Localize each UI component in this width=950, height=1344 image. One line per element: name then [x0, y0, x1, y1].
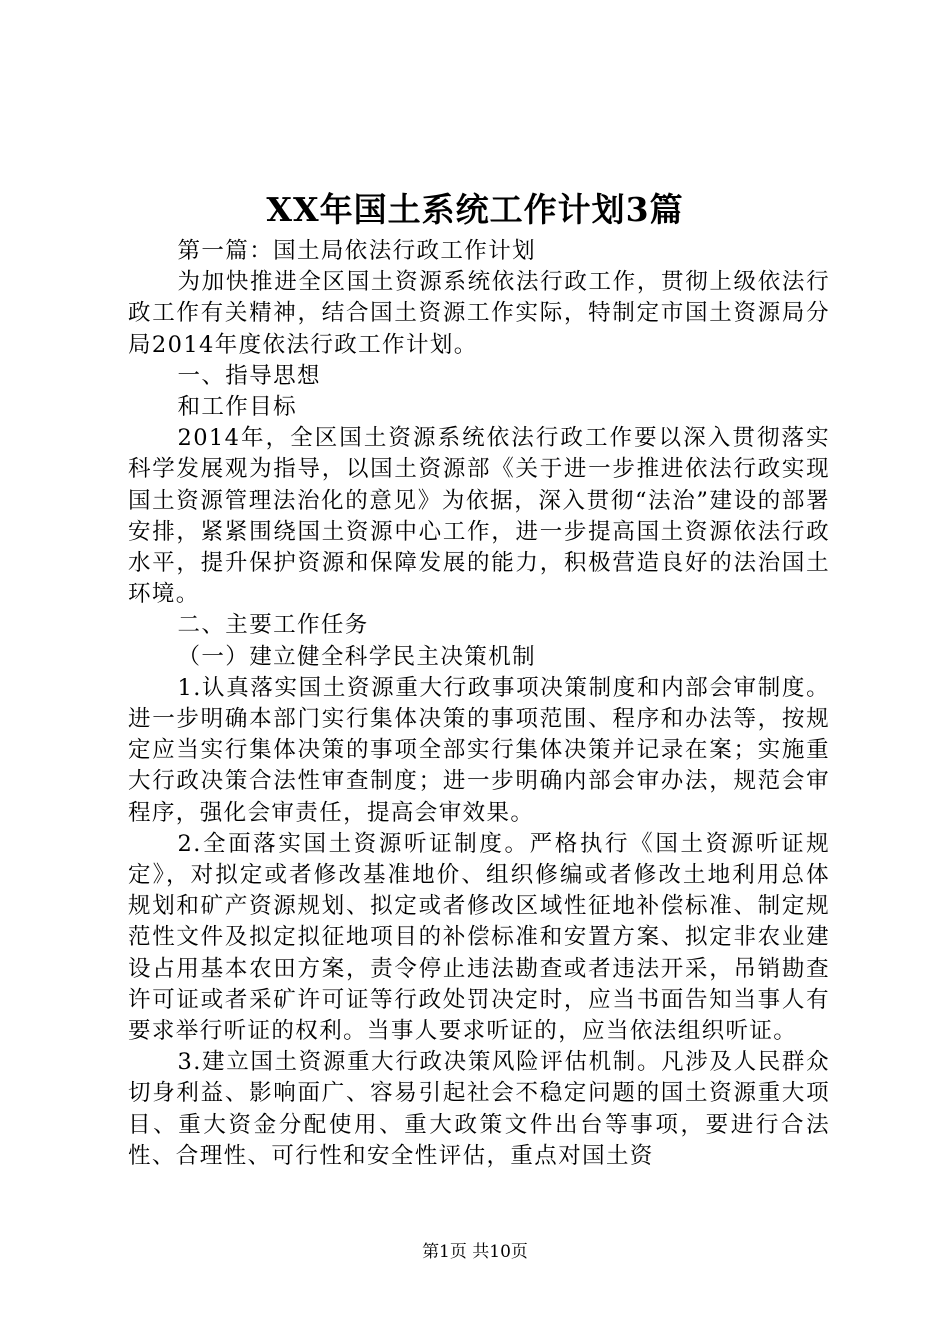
body-paragraph: 2.全面落实国土资源听证制度。严格执行《国土资源听证规定》，对拟定或者修改基准地价、组织修编或者修改土地利用总体规划和矿产资源规划、拟定或者修改区域性征地补偿标准、制定规范性文件及拟定拟征地项目的补偿标准和安置方案、拟定非农业建设占用基本农田方案，责令停止违法勘查或者违法开采，吊销勘查许可证或者采矿许可证等行政处罚决定时，应当书面告知当事人有要求举行听证的权利。当事人要求听证的，应当依法组织听证。	[128, 830, 830, 1045]
document-body	[128, 236, 830, 1172]
subsection-heading: （一）建立健全科学民主决策机制	[177, 643, 537, 670]
body-paragraph: 1.认真落实国土资源重大行政事项决策制度和内部会审制度。进一步明确本部门实行集体决策的事项范围、程序和办法等，按规定应当实行集体决策的事项全部实行集体决策并记录在案；实施重大行政决策合法性审查制度；进一步明确内部会审办法，规范会审程序，强化会审责任，提高会审效果。	[128, 674, 830, 826]
body-paragraph: 2014年，全区国土资源系统依法行政工作要以深入贯彻落实科学发展观为指导，以国土资源部《关于进一步推进依法行政实现国土资源管理法治化的意见》为依据，深入贯彻“法治”建设的部署安排，紧紧围绕国土资源中心工作，进一步提高国土资源依法行政水平，提升保护资源和保障发展的能力，积极营造良好的法治国土环境。	[128, 425, 830, 608]
body-paragraph: 3.建立国土资源重大行政决策风险评估机制。凡涉及人民群众切身利益、影响面广、容易引起社会不稳定问题的国土资源重大项目、重大资金分配使用、重大政策文件出台等事项，要进行合法性、合理性、可行性和安全性评估，重点对国土资	[128, 1049, 830, 1169]
section-heading: 和工作目标	[177, 394, 298, 421]
section-heading: 二、主要工作任务	[177, 612, 369, 639]
section-heading: 第一篇：国土局依法行政工作计划	[177, 238, 537, 264]
document-title: XX年国土系统工作计划3篇	[266, 190, 684, 229]
section-heading: 一、指导思想	[177, 362, 321, 389]
body-paragraph: 为加快推进全区国土资源系统依法行政工作，贯彻上级依法行政工作有关精神，结合国土资源工作实际，特制定市国土资源局分局2014年度依法行政工作计划。	[128, 269, 830, 358]
page-number: 第1页 共10页	[422, 1242, 528, 1262]
